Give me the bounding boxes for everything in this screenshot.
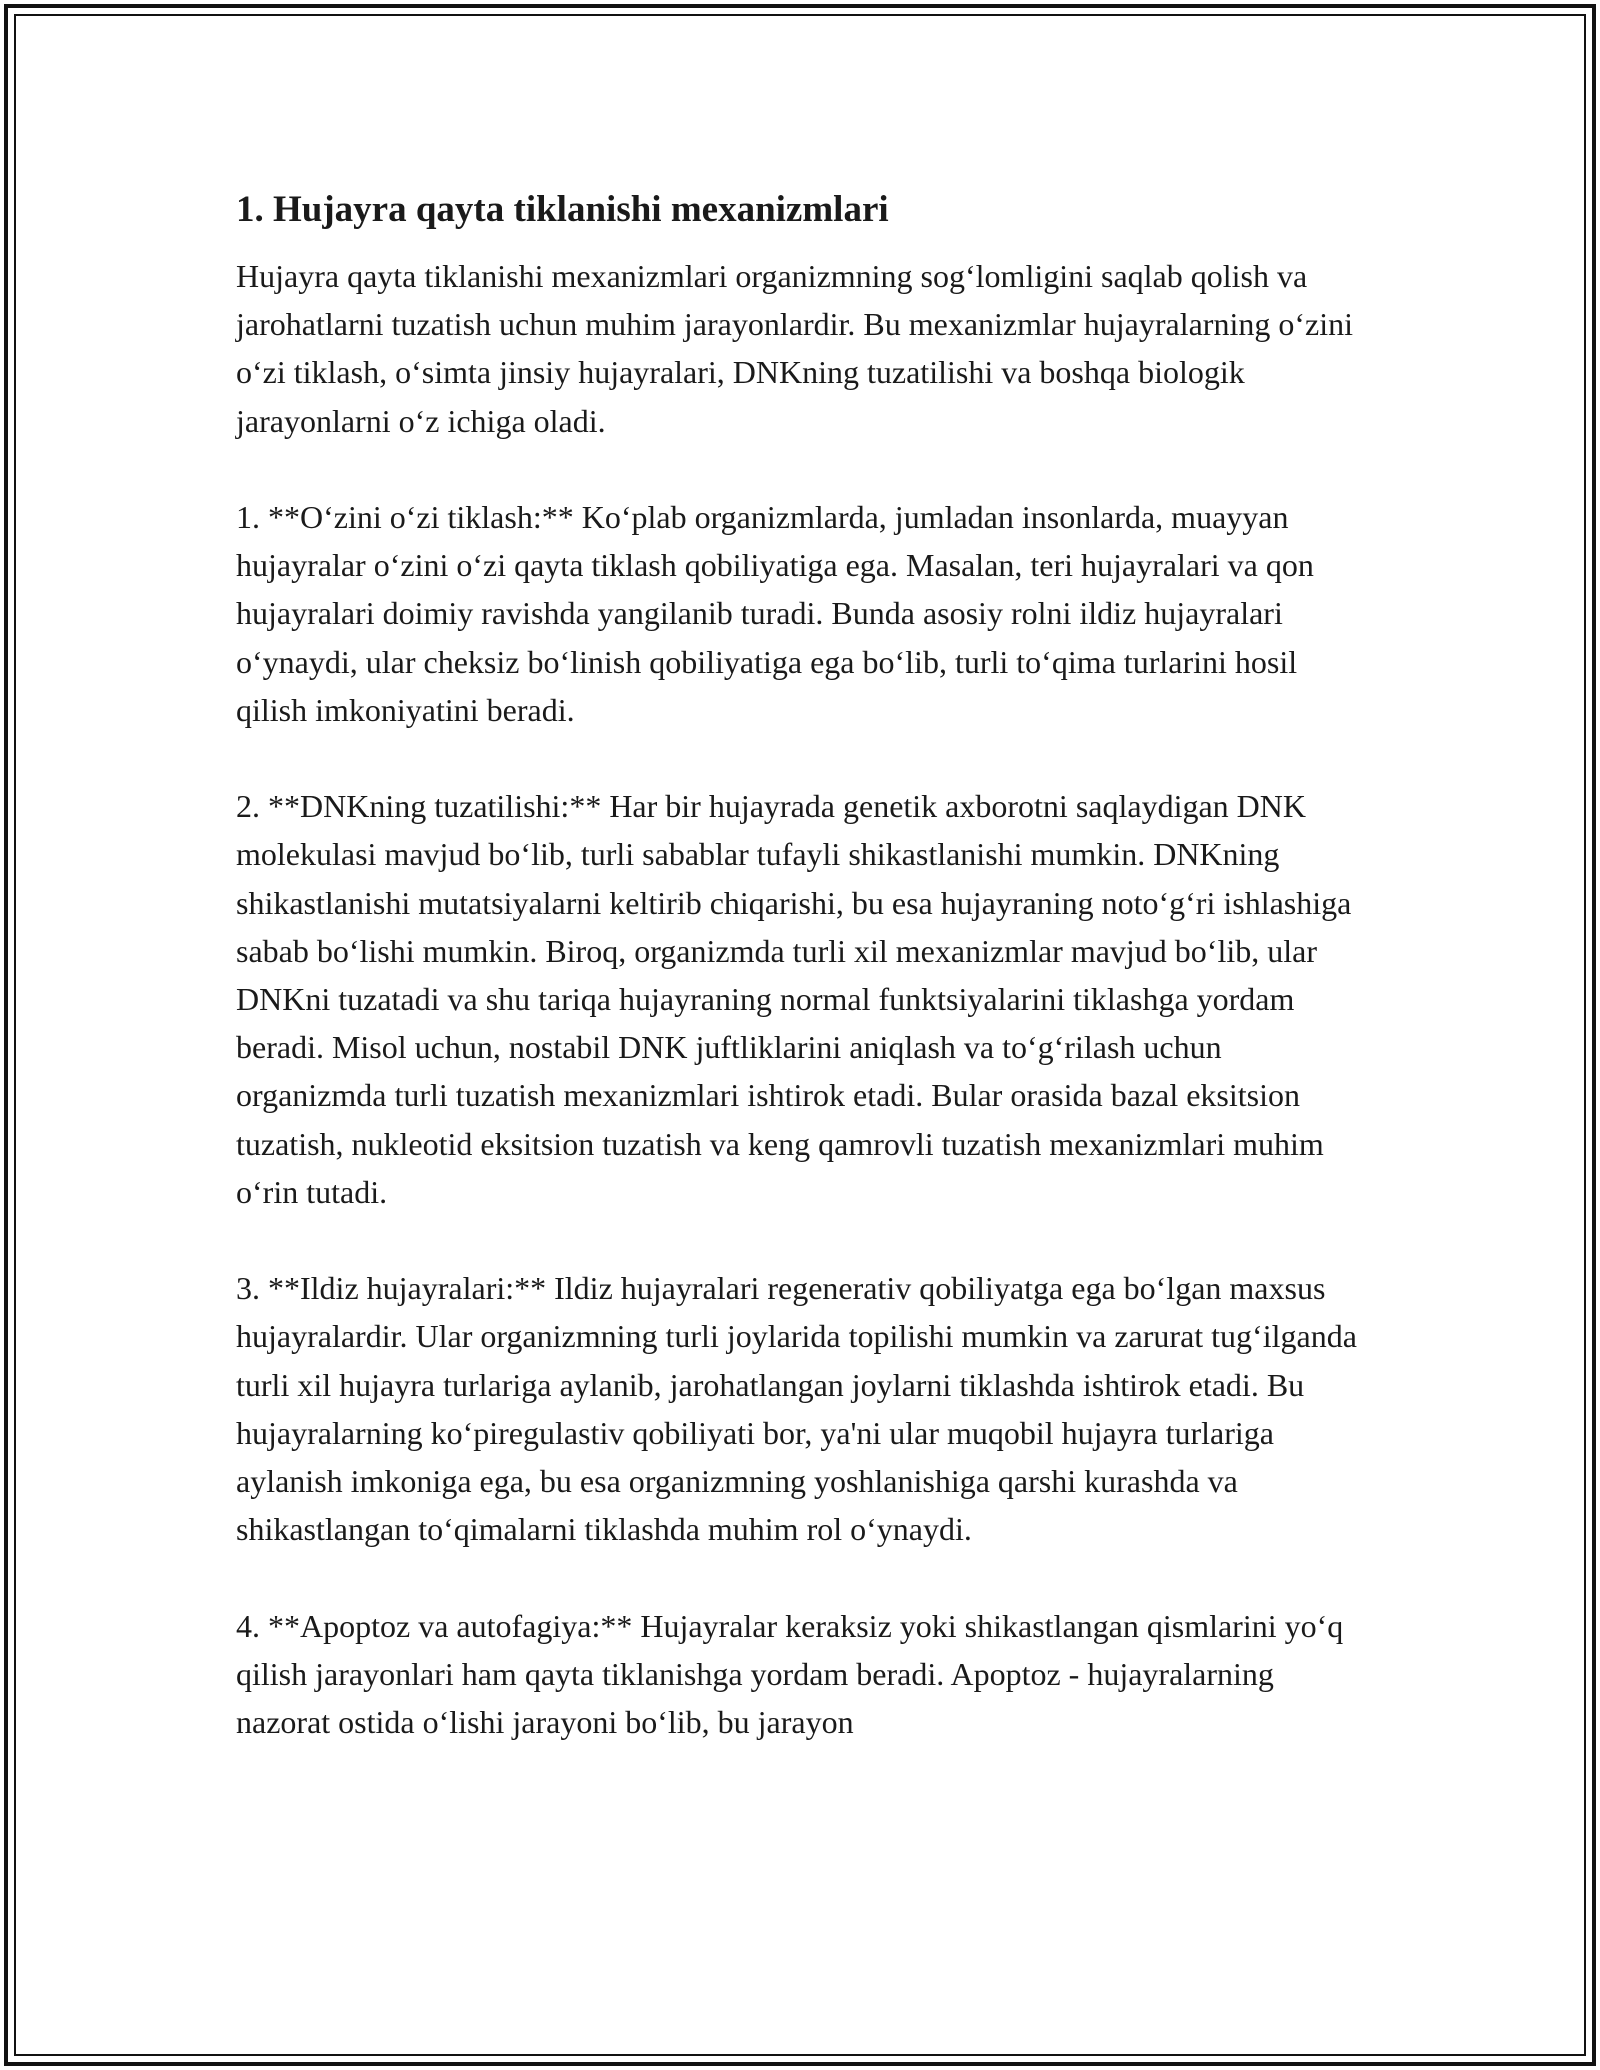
section-heading: 1. Hujayra qayta tiklanishi mexanizmlari [236,189,889,230]
paragraph-self-renewal: 1. **O‘zini o‘zi tiklash:** Ko‘plab organizmlarda, jumladan insonlarda, muayyan hujayralar o‘zini o‘zi qayta tiklash qobiliyatiga ega. Masalan, teri hujayralari va qon hujayralari doimiy ravishda yangilanib turadi. Bunda asosiy rolni ildiz hujayralari o‘ynaydi, ular cheksiz bo‘linish qobiliyatiga ega bo‘lib, turli to‘qima turlarini hosil qilish imkoniyatini beradi. [236,499,1314,728]
paragraph-apoptosis-autophagy: 4. **Apoptoz va autofagiya:** Hujayralar keraksiz yoki shikastlangan qismlarini yo‘q qilish jarayonlari ham qayta tiklanishga yordam beradi. Apoptoz - hujayralarning nazorat ostida o‘lishi jarayoni bo‘lib, bu jarayon [236,1607,1344,1741]
paragraph-dna-repair: 2. **DNKning tuzatilishi:** Har bir hujayrada genetik axborotni saqlaydigan DNK molekulasi mavjud bo‘lib, turli sabablar tufayli shikastlanishi mumkin. DNKning shikastlanishi mutatsiyalarni keltirib chiqarishi, bu esa hujayraning noto‘g‘ri ishlashiga sabab bo‘lishi mumkin. Biroq, organizmda turli xil mexanizmlar mavjud bo‘lib, ular DNKni tuzatadi va shu tariqa hujayraning normal funktsiyalarini tiklashga yordam beradi. Misol uchun, nostabil DNK juftliklarini aniqlash va to‘g‘rilash uchun organizmda turli tuzatish mexanizmlari ishtirok etadi. Bular orasida bazal eksitsion tuzatish, nukleotid eksitsion tuzatish va keng qamrovli tuzatish mexanizmlari muhim o‘rin tutadi. [236,788,1352,1210]
document-body [236,186,1376,1746]
paragraph-stem-cells: 3. **Ildiz hujayralari:** Ildiz hujayralari regenerativ qobiliyatga ega bo‘lgan maxsus hujayralardir. Ular organizmning turli joylarida topilishi mumkin va zarurat tug‘ilganda turli xil hujayra turlariga aylanib, jarohatlangan joylarni tiklashda ishtirok etadi. Bu hujayralarning ko‘piregulastiv qobiliyati bor, ya'ni ular muqobil hujayra turlariga aylanish imkoniga ega, bu esa organizmning yoshlanishiga qarshi kurashda va shikastlangan to‘qimalarni tiklashda muhim rol o‘ynaydi. [236,1270,1357,1548]
intro-paragraph: Hujayra qayta tiklanishi mexanizmlari organizmning sog‘lomligini saqlab qolish va jarohatlarni tuzatish uchun muhim jarayonlardir. Bu mexanizmlar hujayralarning o‘zini o‘zi tiklash, o‘simta jinsiy hujayralari, DNKning tuzatilishi va boshqa biologik jarayonlarni o‘z ichiga oladi. [236,258,1353,439]
